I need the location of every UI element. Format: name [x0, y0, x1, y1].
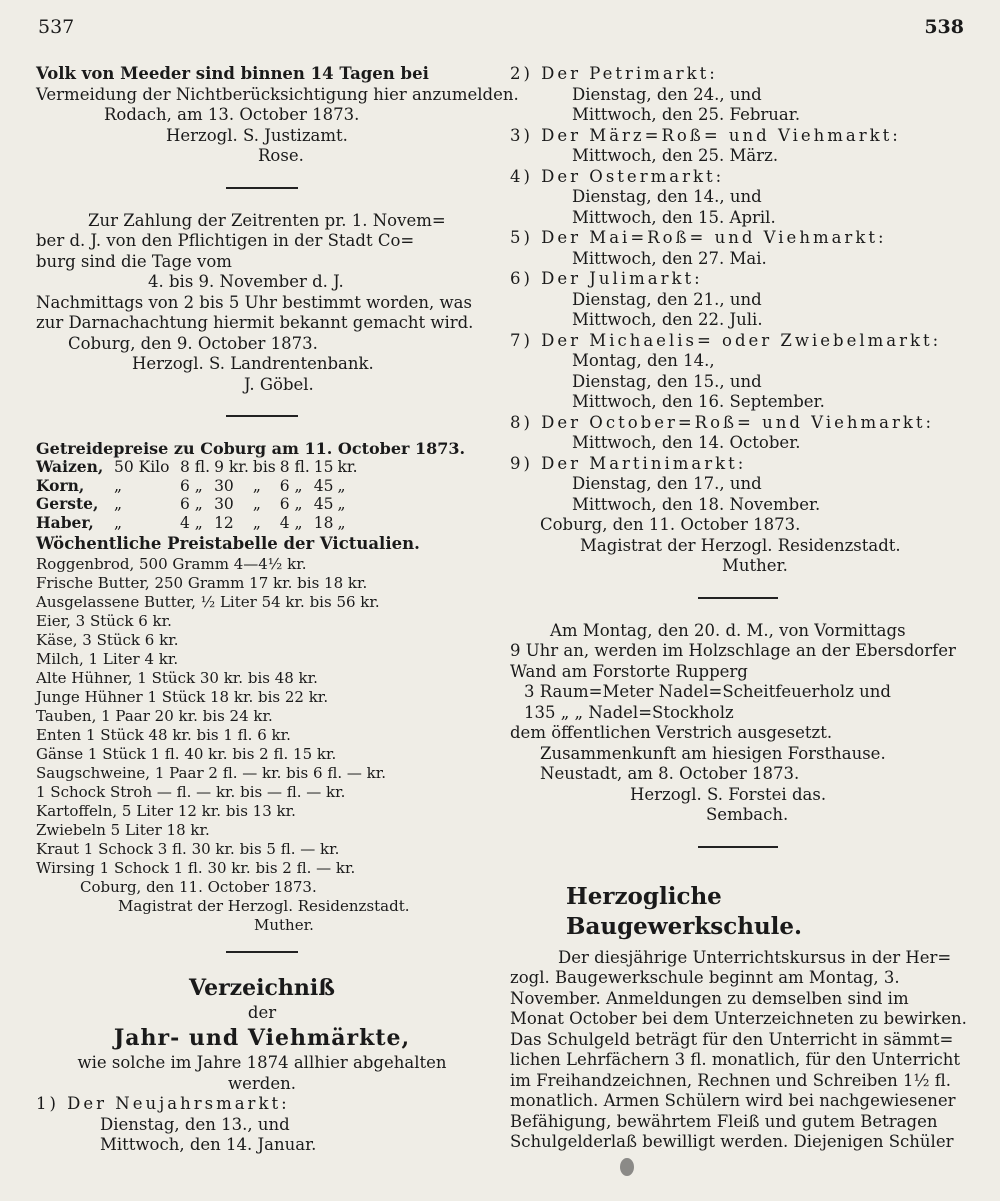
notice-line: Am Montag, den 20. d. M., von Vormittags — [550, 620, 906, 640]
notice-line: Zur Zahlung der Zeitrenten pr. 1. Novem= — [88, 210, 446, 230]
market-entry-title: 4) Der Ostermarkt: — [510, 166, 725, 186]
left-column — [36, 64, 519, 1156]
market-entry-date: Dienstag, den 13., und — [100, 1114, 290, 1134]
market-entry-date: Dienstag, den 21., und — [572, 289, 762, 309]
market-entry-title: 7) Der Michaelis= oder Zwiebelmarkt: — [510, 330, 942, 350]
school-line: Befähigung, bewährtem Fleiß und gutem Betragen — [510, 1111, 938, 1131]
grain-price-cell: 18 — [313, 513, 334, 532]
school-notice — [510, 948, 965, 1153]
grain-price-cell: „ — [337, 513, 346, 532]
school-line: monatlich. Armen Schülern wird bei nachgewiesener — [510, 1091, 956, 1110]
divider — [226, 415, 298, 417]
grain-price-cell: bis — [252, 458, 276, 476]
notice-line: Nachmittags von 2 bis 5 Uhr bestimmt worden, was — [36, 292, 472, 312]
grain-price-cell: 8 fl. — [180, 458, 211, 476]
page-number-left: 537 — [38, 16, 75, 38]
market-entry-date: Mittwoch, den 15. April. — [572, 207, 776, 227]
page-number-right: 538 — [924, 16, 964, 38]
market-entry-title: 6) Der Julimarkt: — [510, 269, 703, 288]
grain-price-row — [36, 514, 362, 533]
market-entry-date: Dienstag, den 15., und — [572, 371, 762, 391]
victual-sign-name: Muther. — [254, 915, 314, 934]
notice-line: 135 „ „ Nadel=Stockholz — [524, 702, 734, 722]
markets-sign-name: Muther. — [722, 556, 788, 575]
notice-line: 4. bis 9. November d. J. — [148, 272, 344, 291]
grain-price-cell: Haber, — [36, 512, 94, 532]
victual-item: Tauben, 1 Paar 20 kr. bis 24 kr. — [36, 706, 273, 725]
market-entry-date: Mittwoch, den 22. Juli. — [572, 310, 763, 329]
market-entry-title: 2) Der Petrimarkt: — [510, 64, 718, 83]
grain-price-cell: 45 — [313, 495, 334, 513]
grain-price-cell: 45 — [313, 476, 334, 495]
grain-price-cell: „ — [252, 495, 261, 513]
grain-price-cell: Waizen, — [36, 457, 104, 476]
victual-item: Wirsing 1 Schock 1 fl. 30 kr. bis 2 fl. — kr. — [36, 858, 356, 877]
markets-heading-der: der — [247, 1002, 277, 1022]
grain-price-cell: „ — [252, 476, 261, 495]
grain-price-cell: Korn, — [36, 475, 85, 495]
victual-list — [36, 555, 488, 878]
market-entry-date: Mittwoch, den 27. Mai. — [572, 248, 767, 268]
market-entry-title: 3) Der März=Roß= und Viehmarkt: — [510, 125, 901, 145]
grain-price-cell: „ — [114, 495, 123, 513]
victual-item: Alte Hühner, 1 Stück 30 kr. bis 48 kr. — [36, 668, 318, 687]
victual-item: Käse, 3 Stück 6 kr. — [36, 630, 179, 649]
markets-sign-place: Coburg, den 11. October 1873. — [540, 515, 801, 534]
markets-subheading: wie solche im Jahre 1874 allhier abgehalten — [77, 1053, 447, 1072]
markets-heading-main: Jahr- und Viehmärkte, — [113, 1025, 411, 1051]
notice-signature: Rose. — [258, 146, 304, 165]
market-entry-date: Dienstag, den 24., und — [572, 84, 762, 104]
divider — [698, 597, 778, 599]
school-line: Schulgelderlaß bewilligt werden. Diejenigen Schüler — [510, 1132, 954, 1151]
victual-item: 1 Schock Stroh — fl. — kr. bis — fl. — kr. — [36, 782, 346, 801]
notice-line: Volk von Meeder sind binnen 14 Tagen bei — [36, 64, 429, 83]
grain-price-table — [36, 458, 362, 532]
grain-price-row — [36, 458, 362, 477]
school-line: im Freihandzeichnen, Rechnen und Schreiben 1½ fl. — [510, 1070, 951, 1090]
victual-sign-place: Coburg, den 11. October 1873. — [80, 877, 317, 896]
grain-price-cell: „ — [114, 513, 123, 532]
victual-title: Wöchentliche Preistabelle der Victualien. — [36, 534, 420, 553]
grain-price-cell: „ — [337, 495, 346, 513]
notice-line: Wand am Forstorte Rupperg — [510, 661, 748, 681]
market-entry-title: 8) Der October=Roß= und Viehmarkt: — [510, 412, 935, 432]
school-heading: Herzogliche Baugewerkschule. — [566, 882, 803, 940]
markets-heading: Verzeichniß — [189, 974, 335, 1001]
market-entry-title: 9) Der Martinimarkt: — [510, 453, 747, 473]
notice-line: zur Darnachachtung hiermit bekannt gemacht wird. — [36, 313, 474, 332]
grain-price-cell: 30 — [214, 476, 234, 495]
grain-price-cell: kr. — [337, 458, 358, 476]
market-entry-date: Mittwoch, den 14. Januar. — [100, 1135, 317, 1154]
grain-price-cell: 6 „ — [279, 476, 303, 495]
notice-signature: J. Göbel. — [244, 374, 314, 394]
market-entry-title: 1) Der Neujahrsmarkt: — [36, 1094, 290, 1113]
notice-line: Herzogl. S. Justizamt. — [166, 125, 348, 145]
victual-item: Eier, 3 Stück 6 kr. — [36, 611, 172, 630]
grain-price-cell: „ — [252, 513, 261, 532]
victual-item: Zwiebeln 5 Liter 18 kr. — [36, 820, 210, 839]
notice-line: Herzogl. S. Landrentenbank. — [132, 354, 374, 373]
market-entry-date: Mittwoch, den 25. März. — [572, 146, 779, 165]
notice-line: Zusammenkunft am hiesigen Forsthause. — [540, 743, 886, 763]
market-entry-date: Mittwoch, den 25. Februar. — [572, 105, 801, 124]
notice-line: Coburg, den 9. October 1873. — [68, 333, 318, 353]
school-line: lichen Lehrfächern 3 fl. monatlich, für den Unterricht — [510, 1050, 960, 1069]
victual-item: Roggenbrod, 500 Gramm 4—4½ kr. — [36, 554, 307, 573]
divider — [226, 187, 298, 189]
markets-sign-office: Magistrat der Herzogl. Residenzstadt. — [580, 535, 901, 555]
grain-price-cell: 9 kr. — [214, 458, 249, 476]
market-entry-date: Mittwoch, den 14. October. — [572, 433, 801, 452]
school-line: November. Anmeldungen zu demselben sind im — [510, 988, 909, 1008]
grain-price-cell: 50 Kilo — [114, 458, 170, 476]
notice-line: dem öffentlichen Verstrich ausgesetzt. — [510, 723, 833, 742]
grain-price-cell: 15 — [313, 458, 334, 476]
victual-sign-office: Magistrat der Herzogl. Residenzstadt. — [118, 896, 410, 915]
notice-wood-auction — [510, 621, 965, 826]
victual-item: Enten 1 Stück 48 kr. bis 1 fl. 6 kr. — [36, 725, 291, 744]
market-entry-date: Mittwoch, den 18. November. — [572, 494, 821, 514]
notice-line: Rodach, am 13. October 1873. — [104, 105, 360, 124]
notice-line: burg sind die Tage vom — [36, 251, 232, 271]
notice-line: Herzogl. S. Forstei das. — [630, 784, 827, 804]
grain-price-cell: 6 „ — [180, 476, 203, 495]
market-entry-date: Montag, den 14., — [572, 351, 715, 370]
victual-item: Kartoffeln, 5 Liter 12 kr. bis 13 kr. — [36, 801, 296, 820]
divider — [226, 951, 298, 953]
grain-price-cell: „ — [337, 476, 346, 495]
grain-price-cell: 4 „ — [180, 513, 203, 532]
notice-meeder — [36, 64, 519, 167]
grain-price-row — [36, 477, 362, 496]
victual-item: Saugschweine, 1 Paar 2 fl. — kr. bis 6 fl. — kr. — [36, 763, 387, 782]
grain-price-cell: Gerste, — [36, 494, 99, 513]
markets-subheading-end: werden. — [228, 1073, 296, 1093]
grain-prices-title: Getreidepreise zu Coburg am 11. October 1873. — [36, 439, 466, 458]
victual-item: Kraut 1 Schock 3 fl. 30 kr. bis 5 fl. — kr. — [36, 839, 340, 858]
grain-price-cell: 12 — [214, 513, 234, 532]
notice-line: Neustadt, am 8. October 1873. — [540, 764, 800, 783]
notice-line: ber d. J. von den Pflichtigen in der Stadt Co= — [36, 231, 415, 250]
market-entry-date: Mittwoch, den 16. September. — [572, 392, 825, 411]
school-line: Monat October bei dem Unterzeichneten zu bewirken. — [510, 1009, 967, 1028]
market-entry-title: 5) Der Mai=Roß= und Viehmarkt: — [510, 228, 887, 247]
victual-item: Frische Butter, 250 Gramm 17 kr. bis 18 kr. — [36, 573, 368, 592]
market-list — [510, 64, 965, 515]
ink-smudge — [620, 1158, 634, 1176]
grain-price-cell: 8 fl. — [279, 458, 310, 476]
market-entry-date: Dienstag, den 14., und — [572, 187, 762, 206]
notice-line: Vermeidung der Nichtberücksichtigung hier anzumelden. — [36, 84, 519, 104]
grain-price-cell: 4 „ — [279, 513, 303, 532]
notice-line: 3 Raum=Meter Nadel=Scheitfeuerholz und — [524, 682, 891, 701]
victual-item: Ausgelassene Butter, ½ Liter 54 kr. bis 56 kr. — [36, 592, 380, 611]
grain-price-cell: 6 „ — [180, 495, 203, 513]
victual-item: Junge Hühner 1 Stück 18 kr. bis 22 kr. — [36, 687, 329, 706]
divider — [698, 846, 778, 848]
school-line: Der diesjährige Unterrichtskursus in der Her= — [558, 947, 952, 967]
notice-signature: Sembach. — [706, 805, 789, 824]
grain-price-cell: „ — [114, 476, 123, 495]
grain-price-row — [36, 495, 362, 514]
school-line: Das Schulgeld beträgt für den Unterricht in sämmt= — [510, 1029, 954, 1049]
notice-line: 9 Uhr an, werden im Holzschlage an der Ebersdorfer — [510, 641, 956, 660]
notice-zeitrenten — [36, 211, 488, 396]
right-column — [510, 64, 965, 1153]
school-line: zogl. Baugewerkschule beginnt am Montag, 3. — [510, 968, 900, 987]
grain-price-cell: 6 „ — [279, 495, 303, 513]
grain-price-cell: 30 — [214, 495, 234, 513]
market-entry-date: Dienstag, den 17., und — [572, 474, 762, 493]
victual-item: Milch, 1 Liter 4 kr. — [36, 649, 179, 668]
victual-item: Gänse 1 Stück 1 fl. 40 kr. bis 2 fl. 15 kr. — [36, 744, 337, 763]
